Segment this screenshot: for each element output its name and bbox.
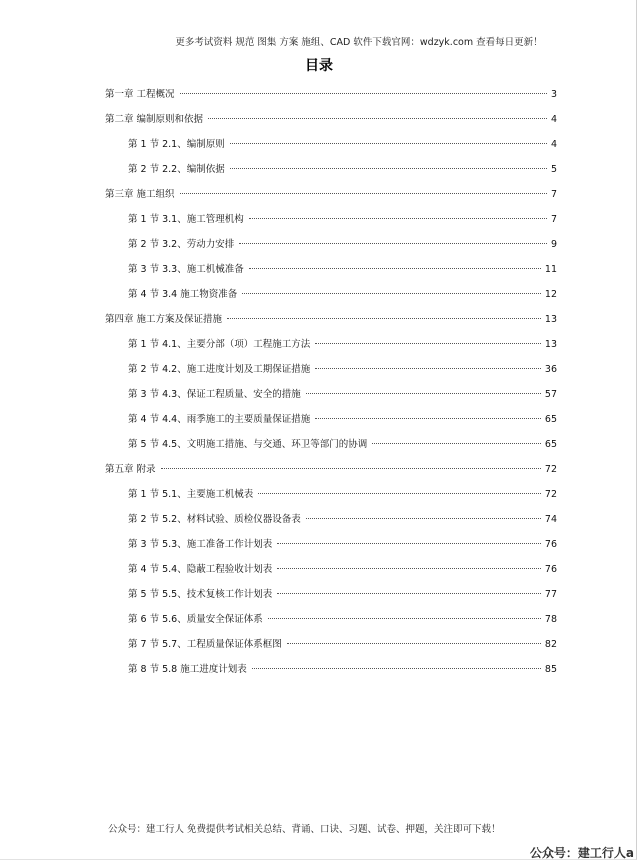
toc-dot-leader — [268, 618, 541, 619]
toc-chapter-entry[interactable] — [105, 86, 557, 111]
toc-section-entry[interactable] — [105, 286, 557, 311]
toc-section-entry[interactable] — [105, 636, 557, 661]
toc-entry-page: 85 — [544, 664, 557, 675]
toc-entry-label: 第 3 节 5.3、施工准备工作计划表 — [128, 539, 273, 550]
toc-dot-leader — [306, 518, 541, 519]
toc-dot-leader — [252, 668, 541, 669]
toc-section-entry[interactable] — [105, 336, 557, 361]
toc-entry-page: 76 — [544, 564, 557, 575]
toc-section-entry[interactable] — [105, 611, 557, 636]
toc-section-entry[interactable] — [105, 586, 557, 611]
toc-dot-leader — [249, 268, 541, 269]
toc-section-entry[interactable] — [105, 561, 557, 586]
toc-entry-page: 12 — [544, 289, 557, 300]
toc-dot-leader — [208, 118, 547, 119]
toc-dot-leader — [180, 93, 547, 94]
toc-entry-label: 第 3 节 3.3、施工机械准备 — [128, 264, 244, 275]
toc-entry-page: 72 — [544, 489, 557, 500]
toc-entry-label: 第 5 节 4.5、文明施工措施、与交通、环卫等部门的协调 — [128, 439, 368, 450]
toc-dot-leader — [242, 293, 541, 294]
toc-section-entry[interactable] — [105, 486, 557, 511]
toc-entry-page: 36 — [544, 364, 557, 375]
toc-entry-label: 第五章 附录 — [105, 464, 156, 475]
toc-section-entry[interactable] — [105, 236, 557, 261]
toc-dot-leader — [277, 568, 541, 569]
toc-entry-label: 第 4 节 4.4、雨季施工的主要质量保证措施 — [128, 414, 311, 425]
toc-section-entry[interactable] — [105, 411, 557, 436]
toc-section-entry[interactable] — [105, 511, 557, 536]
toc-entry-page: 9 — [550, 239, 557, 250]
toc-entry-page: 77 — [544, 589, 557, 600]
toc-entry-page: 78 — [544, 614, 557, 625]
toc-dot-leader — [230, 143, 547, 144]
toc-dot-leader — [239, 243, 547, 244]
toc-dot-leader — [227, 318, 541, 319]
toc-section-entry[interactable] — [105, 161, 557, 186]
toc-entry-page: 65 — [544, 414, 557, 425]
toc-dot-leader — [277, 593, 541, 594]
toc-dot-leader — [372, 443, 541, 444]
toc-chapter-entry[interactable] — [105, 311, 557, 336]
toc-section-entry[interactable] — [105, 211, 557, 236]
toc-section-entry[interactable] — [105, 661, 557, 686]
toc-entry-label: 第 4 节 5.4、隐蔽工程验收计划表 — [128, 564, 273, 575]
toc-entry-label: 第三章 施工组织 — [105, 189, 175, 200]
toc-dot-leader — [249, 218, 547, 219]
toc-section-entry[interactable] — [105, 361, 557, 386]
toc-dot-leader — [315, 343, 541, 344]
toc-entry-label: 第 6 节 5.6、质量安全保证体系 — [128, 614, 263, 625]
toc-entry-label: 第 1 节 4.1、主要分部（项）工程施工方法 — [128, 339, 311, 350]
toc-entry-label: 第 7 节 5.7、工程质量保证体系框图 — [128, 639, 282, 650]
toc-entry-label: 第 5 节 5.5、技术复核工作计划表 — [128, 589, 273, 600]
toc-dot-leader — [161, 468, 541, 469]
table-of-contents — [105, 86, 557, 686]
toc-entry-label: 第 4 节 3.4 施工物资准备 — [128, 289, 238, 300]
toc-dot-leader — [287, 643, 541, 644]
toc-chapter-entry[interactable] — [105, 111, 557, 136]
toc-entry-label: 第 1 节 3.1、施工管理机构 — [128, 214, 244, 225]
toc-entry-page: 13 — [544, 314, 557, 325]
toc-entry-label: 第四章 施工方案及保证措施 — [105, 314, 223, 325]
toc-chapter-entry[interactable] — [105, 186, 557, 211]
toc-entry-page: 3 — [550, 89, 557, 100]
toc-entry-label: 第 8 节 5.8 施工进度计划表 — [128, 664, 247, 675]
toc-entry-page: 74 — [544, 514, 557, 525]
toc-chapter-entry[interactable] — [105, 461, 557, 486]
toc-section-entry[interactable] — [105, 261, 557, 286]
watermark: 公众号：建工行人a — [529, 846, 634, 860]
toc-entry-label: 第一章 工程概况 — [105, 89, 175, 100]
toc-entry-page: 7 — [550, 189, 557, 200]
toc-dot-leader — [180, 193, 547, 194]
toc-entry-page: 7 — [550, 214, 557, 225]
toc-dot-leader — [277, 543, 541, 544]
toc-entry-page: 76 — [544, 539, 557, 550]
toc-entry-label: 第 2 节 2.2、编制依据 — [128, 164, 225, 175]
toc-dot-leader — [306, 393, 541, 394]
toc-entry-label: 第 1 节 5.1、主要施工机械表 — [128, 489, 254, 500]
toc-section-entry[interactable] — [105, 136, 557, 161]
toc-entry-label: 第 3 节 4.3、保证工程质量、安全的措施 — [128, 389, 301, 400]
toc-dot-leader — [230, 168, 547, 169]
toc-dot-leader — [315, 368, 541, 369]
toc-entry-page: 11 — [544, 264, 557, 275]
toc-dot-leader — [258, 493, 541, 494]
page-title: 目录 — [305, 58, 333, 74]
toc-section-entry[interactable] — [105, 386, 557, 411]
header-note: 更多考试资料 规范 图集 方案 施组、CAD 软件下载官网：wdzyk.com 查看每日更新！ — [175, 37, 543, 48]
toc-entry-label: 第二章 编制原则和依据 — [105, 114, 204, 125]
toc-entry-page: 5 — [550, 164, 557, 175]
toc-dot-leader — [315, 418, 541, 419]
footer-note: 公众号：建工行人 免费提供考试相关总结、背诵、口诀、习题、试卷、押题，关注即可下载！ — [108, 824, 501, 835]
toc-entry-page: 82 — [544, 639, 557, 650]
toc-entry-page: 13 — [544, 339, 557, 350]
toc-entry-page: 4 — [550, 139, 557, 150]
toc-section-entry[interactable] — [105, 536, 557, 561]
toc-entry-page: 65 — [544, 439, 557, 450]
toc-entry-page: 72 — [544, 464, 557, 475]
toc-entry-label: 第 2 节 4.2、施工进度计划及工期保证措施 — [128, 364, 311, 375]
toc-entry-label: 第 2 节 3.2、劳动力安排 — [128, 239, 235, 250]
toc-entry-label: 第 1 节 2.1、编制原则 — [128, 139, 225, 150]
toc-entry-page: 57 — [544, 389, 557, 400]
toc-section-entry[interactable] — [105, 436, 557, 461]
toc-entry-page: 4 — [550, 114, 557, 125]
toc-entry-label: 第 2 节 5.2、材料试验、质检仪器设备表 — [128, 514, 301, 525]
